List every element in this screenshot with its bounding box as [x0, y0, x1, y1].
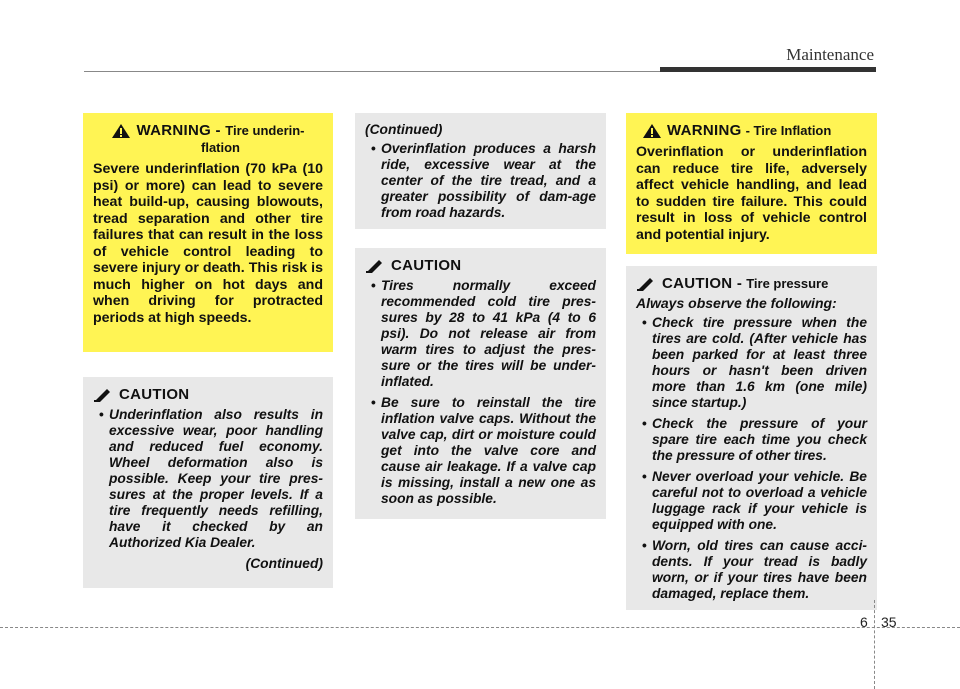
caution-topic: Tire pressure — [746, 276, 829, 291]
caution-heading — [93, 386, 323, 403]
header-divider-accent — [660, 67, 876, 72]
caution-pen-icon — [365, 259, 385, 273]
list-item: • Check tire pressure when the tires are cold. (After vehicle has been parked for at least three hours or hasn't been driven more than 1.6 km (one mile) since startup.) — [636, 315, 867, 411]
continued-box — [355, 113, 606, 229]
list-item: • Worn, old tires can cause acci-dents. If your tread is badly worn, or if your tires have been damaged, replace them. — [636, 538, 867, 602]
caution-heading — [365, 257, 596, 274]
continued-label: (Continued) — [365, 122, 443, 137]
caution-tire-pressure-box — [626, 266, 877, 610]
caution-intro: Always observe the following: — [636, 295, 837, 311]
list-item: • Overinflation produces a harsh ride, excessive wear at the center of the tire tread, and a greater possibility of dam-age from road hazards. — [365, 141, 596, 221]
chapter-number: 6 — [860, 614, 868, 630]
warning-triangle-icon — [642, 123, 662, 139]
warning-triangle-icon — [111, 123, 131, 139]
caution-pen-icon — [636, 277, 656, 291]
footer-page-separator — [874, 600, 875, 689]
footer-divider — [0, 627, 960, 628]
list-item: • Underinflation also results in excessive wear, poor handling and reduced fuel economy. Wheel deformation also is possible. Keep your tire pres-sures at the proper levels. If a tire frequently needs refilling, have it checked by an Authorized Kia Dealer. — [93, 407, 323, 551]
caution-keyword: CAUTION - — [662, 275, 743, 292]
caution-list — [636, 315, 867, 602]
caution-heading — [636, 275, 867, 292]
warning-body: Severe underinflation (70 kPa (10 psi) or more) can lead to severe heat build-up, causing blowouts, tread separation and other tire failures that can result in the loss of vehicle control leading to severe injury or death. This risk is much higher on hot days and when driving for protracted periods at high speeds. — [93, 161, 323, 326]
continued-note: (Continued) — [245, 556, 323, 571]
warning-underinflation-box — [83, 113, 333, 352]
caution-list — [365, 278, 596, 507]
list-item: • Be sure to reinstall the tire inflation valve caps. Without the valve cap, dirt or moisture could get into the valve core and cause air leakage. If a valve cap is missing, install a new one as soon as possible. — [365, 395, 596, 507]
warning-topic: - Tire Inflation — [745, 123, 832, 138]
caution-keyword: CAUTION — [391, 257, 462, 274]
warning-heading — [93, 122, 323, 156]
header-divider — [84, 71, 662, 72]
caution-pen-icon — [93, 388, 113, 402]
page-number: 35 — [881, 614, 897, 630]
section-title: Maintenance — [786, 45, 874, 64]
list-item: • Tires normally exceed recommended cold tire pres-sures by 28 to 41 kPa (4 to 6 psi). Do not release air from warm tires to adjust the pres-sure or the tires will be under-inflated. — [365, 278, 596, 390]
warning-topic: Tire underin- — [225, 123, 305, 138]
warning-body: Overinflation or underinflation can reduce tire life, adversely affect vehicle handling, and lead to sudden tire failure. This could result in loss of vehicle control and potential injury. — [636, 144, 867, 243]
caution-cold-tire-box — [355, 248, 606, 519]
caution-underinflation-box — [83, 377, 333, 588]
warning-keyword: WARNING — [667, 122, 742, 139]
warning-heading — [636, 122, 867, 139]
warning-keyword: WARNING - — [136, 122, 221, 139]
continued-list — [365, 141, 596, 221]
warning-tire-inflation-box — [626, 113, 877, 254]
caution-keyword: CAUTION — [119, 386, 190, 403]
list-item: • Never overload your vehicle. Be careful not to overload a vehicle luggage rack if your vehicle is equipped with one. — [636, 469, 867, 533]
caution-list — [93, 407, 323, 551]
list-item: • Check the pressure of your spare tire each time you check the pressure of other tires. — [636, 416, 867, 464]
warning-topic-cont: flation — [201, 140, 240, 155]
